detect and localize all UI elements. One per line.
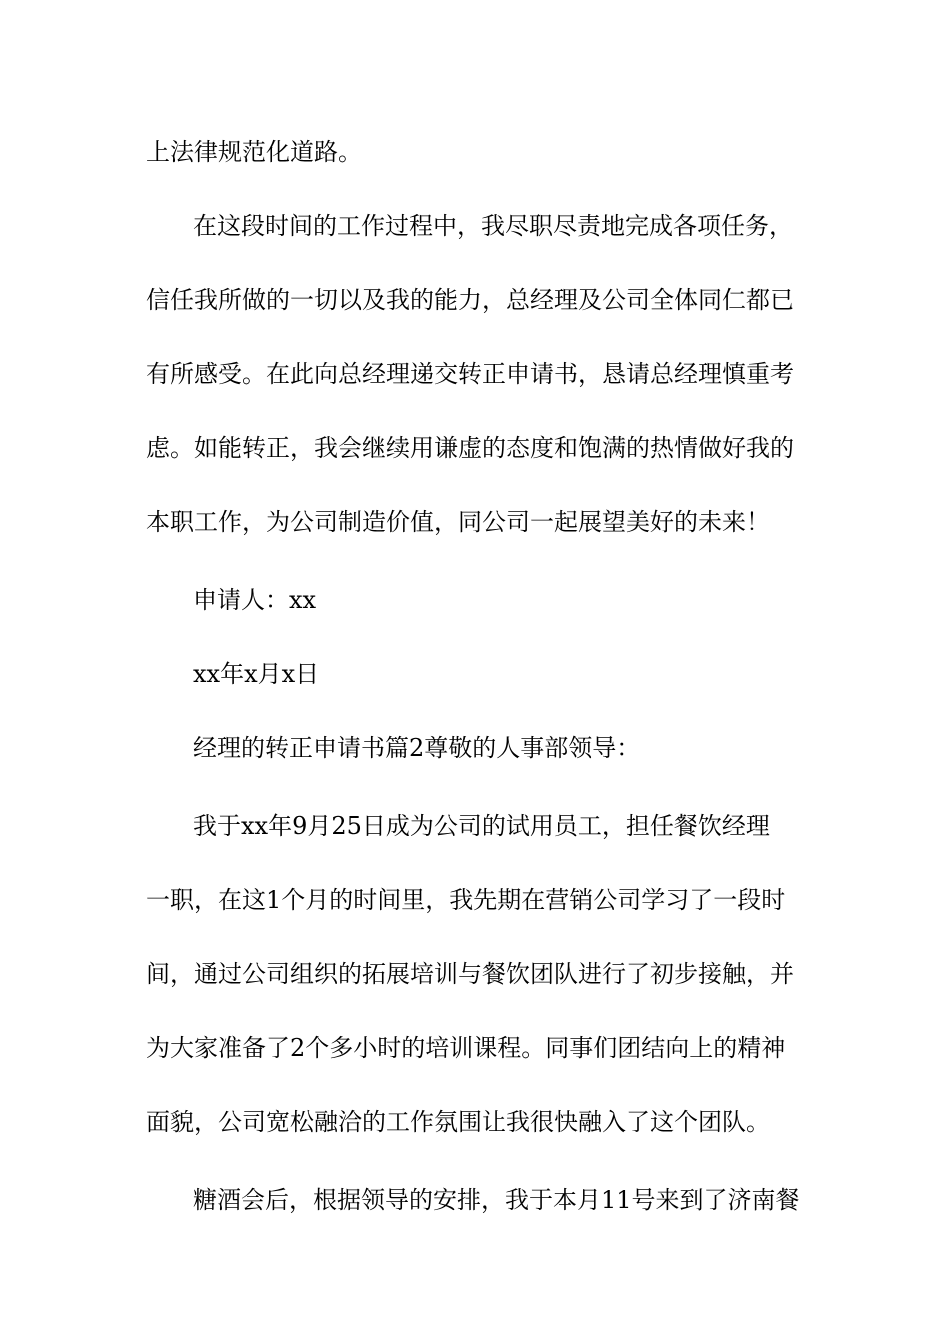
text-line: 上法律规范化道路。 <box>146 138 362 166</box>
text-line: 虑。如能转正，我会继续用谦虚的态度和饱满的热情做好我的 <box>146 434 794 462</box>
text-line: 间，通过公司组织的拓展培训与餐饮团队进行了初步接触，并 <box>146 960 794 988</box>
text-line: 我于xx年9月25日成为公司的试用员工，担任餐饮经理 <box>193 812 770 840</box>
text-line: 有所感受。在此向总经理递交转正申请书，恳请总经理慎重考 <box>146 360 794 388</box>
applicant-line: 申请人：xx <box>193 586 317 614</box>
date-line: xx年x月x日 <box>193 660 320 688</box>
text-line: 本职工作，为公司制造价值，同公司一起展望美好的未来！ <box>146 508 770 536</box>
text-line: 面貌，公司宽松融洽的工作氛围让我很快融入了这个团队。 <box>146 1108 770 1136</box>
text-line: 信任我所做的一切以及我的能力，总经理及公司全体同仁都已 <box>146 286 794 314</box>
section-heading: 经理的转正申请书篇2尊敬的人事部领导： <box>193 734 641 762</box>
text-line: 在这段时间的工作过程中，我尽职尽责地完成各项任务， <box>193 212 793 240</box>
text-line: 为大家准备了2个多小时的培训课程。同事们团结向上的精神 <box>146 1034 786 1062</box>
text-line: 糖酒会后，根据领导的安排，我于本月11号来到了济南餐 <box>193 1186 800 1214</box>
text-line: 一职，在这1个月的时间里，我先期在营销公司学习了一段时 <box>146 886 786 914</box>
